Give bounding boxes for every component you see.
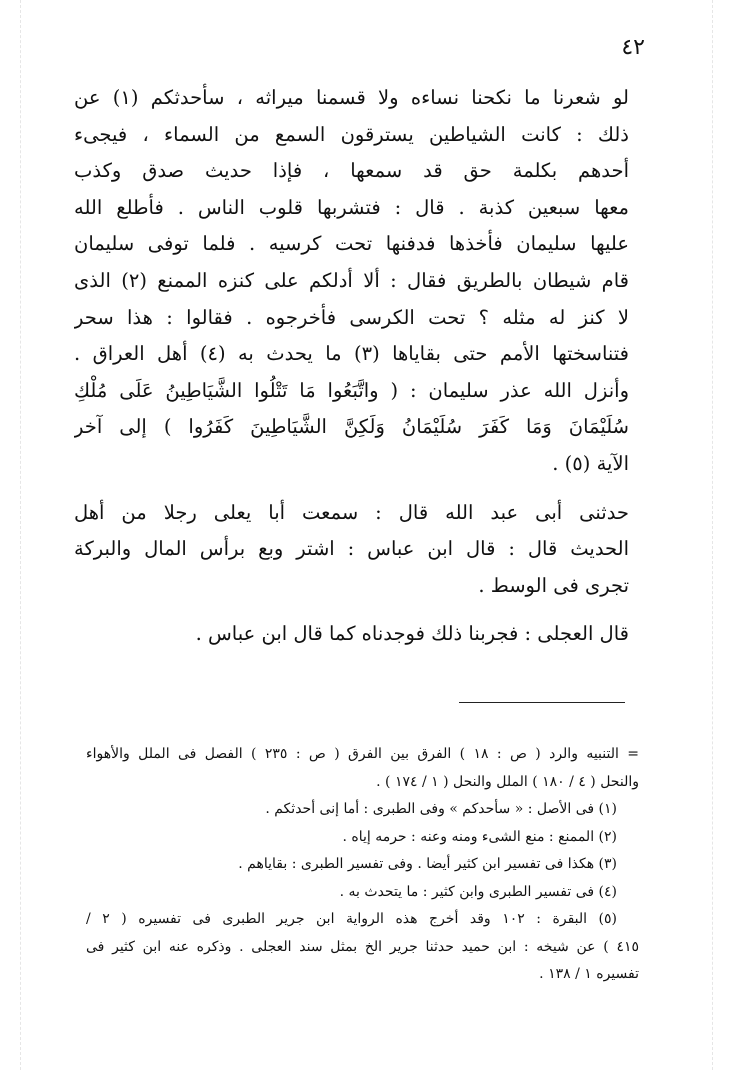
text-line: عليها سليمان فأخذها فدفنها تحت كرسيه . فلما توفى سليمان (74, 232, 629, 256)
footnote-item: (١) فى الأصل : « سأحدكم » وفى الطبرى : أما إنى أحدثكم . (265, 801, 617, 817)
footnote-line: ٤١٥ ) عن شيخه : ابن حميد حدثنا جرير الخ بمثل سند العجلى . وذكره عنه ابن كثير فى (86, 938, 639, 955)
text-line: تجرى فى الوسط . (478, 573, 629, 597)
footnote-item: (٣) هكذا فى تفسير ابن كثير أيضا . وفى تفسير الطبرى : بقاياهم . (238, 856, 617, 872)
paragraph-gap (74, 604, 629, 616)
text-line: أحدهم بكلمة حق قد سمعها ، فإذا حديث صدق وكذب (74, 159, 629, 183)
footnote-item: (٥) البقرة : ١٠٢ وقد أخرج هذه الرواية ابن جرير الطبرى فى تفسيره ( ٢ / (86, 911, 618, 927)
text-line: الآية (٥) . (552, 451, 629, 475)
text-line: لو شعرنا ما نكحنا نساءه ولا قسمنا ميراثه ، سأحدثكم (١) عن (74, 86, 629, 109)
quran-verse-line: سُلَيْمَانَ وَمَا كَفَرَ سُلَيْمَانُ وَلَكِنَّ الشَّيَاطِينَ كَفَرُوا ) إلى آخر (74, 415, 629, 439)
text-line: قام شيطان بالطريق فقال : ألا أدلكم على كنزه الممنع (٢) الذى (74, 268, 629, 292)
text-line: قال العجلى : فجربنا ذلك فوجدناه كما قال ابن عباس . (195, 622, 629, 646)
text-line: حدثنى أبى عبد الله قال : سمعت أبا يعلى رجلا من أهل (74, 500, 629, 524)
footnote-line: والنحل ( ٤ / ١٨٠ ) الملل والنحل ( ١ / ١٧٤ ) . (376, 773, 639, 790)
footnote-item: (٢) الممنع : منع الشىء ومنه وعنه : حرمه إياه . (342, 828, 617, 845)
main-text (74, 80, 629, 653)
text-line: معها سبعين كذبة . قال : فتشربها قلوب الناس . فأطلع الله (74, 195, 629, 219)
footnotes (86, 741, 639, 989)
paragraph-gap (74, 483, 629, 495)
quran-verse-line: وأنزل الله عذر سليمان : ( واتَّبَعُوا مَا تَتْلُوا الشَّيَاطِينُ عَلَى مُلْكِ (74, 378, 629, 402)
scan-margin-line (20, 0, 21, 1070)
text-line: الحديث قال : قال ابن عباس : اشتر وبع برأس المال والبركة (74, 537, 629, 561)
scan-margin-line (712, 0, 713, 1070)
text-line: لا كنز له مثله ؟ تحت الكرسى فأخرجوه . فقالوا : هذا سحر (74, 305, 629, 329)
footnote-separator (459, 702, 625, 703)
text-line: ذلك : كانت الشياطين يسترقون السمع من السماء ، فيجىء (74, 122, 629, 146)
footnote-item: (٤) فى تفسير الطبرى وابن كثير : ما يتحدث به . (339, 883, 617, 900)
text-line: فتناسختها الأمم حتى بقاياها (٣) ما يحدث به (٤) أهل العراق . (74, 342, 629, 366)
footnote-line: = التنبيه والرد ( ص : ١٨ ) الفرق بين الفرق ( ص : ٢٣٥ ) الفصل فى الملل والأهواء (86, 746, 639, 762)
page-number: ٤٢ (621, 35, 645, 60)
footnote-line: تفسيره ١ / ١٣٨ . (539, 966, 639, 982)
